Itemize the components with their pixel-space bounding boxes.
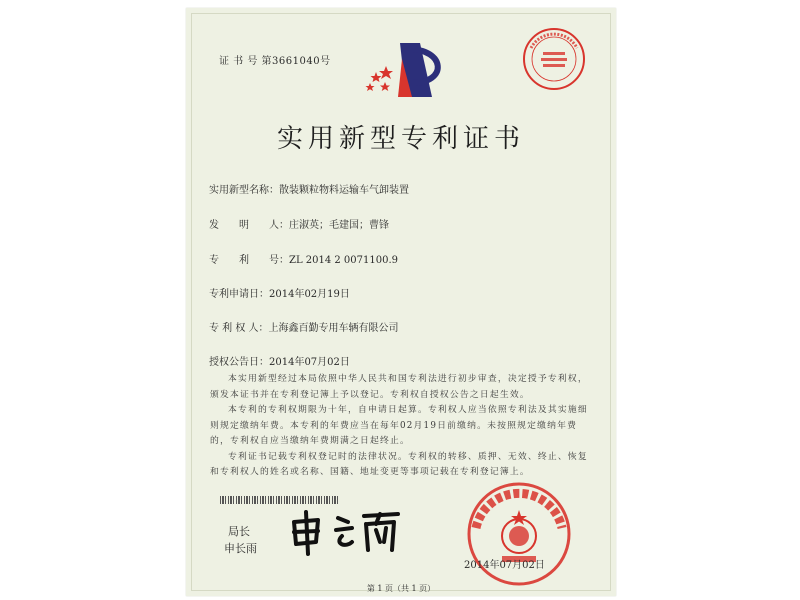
- director-signature: [286, 508, 404, 558]
- field-label: 发 明 人：: [209, 220, 289, 231]
- field-grant-date: [209, 353, 350, 368]
- certificate-title: 实用新型专利证书: [276, 124, 525, 154]
- director-title: 局长: [228, 525, 250, 538]
- field-utility-model-name: [209, 181, 409, 196]
- top-seal-stamp: [521, 26, 587, 92]
- field-patentee: [209, 319, 399, 334]
- official-seal-stamp: [456, 476, 582, 588]
- field-inventor: [209, 216, 389, 231]
- body-paragraph: 专利证书记载专利权登记时的法律状况。专利权的转移、质押、无效、终止、恢复和专利权人的姓名或名称、国籍、地址变更等事项记载在专利登记簿上。: [210, 451, 588, 477]
- field-label: 授权公告日：: [209, 357, 269, 368]
- certificate-number: 证 书 号 第3661040号: [219, 56, 331, 67]
- barcode: [220, 496, 340, 504]
- body-paragraph: 本专利的专利权期限为十年，自申请日起算。专利权人应当依照专利法及其实施细则规定缴纳年费。本专利的年费应当在每年02月19日前缴纳。未按照规定缴纳年费的，专利权自应当缴纳年费期满之日起终止。: [210, 405, 588, 446]
- field-value: 庄淑英；毛建国；曹锋: [289, 220, 389, 231]
- field-label: 专 利 权 人：: [209, 323, 269, 334]
- field-value: 散装颗粒物料运输车气卸装置: [279, 185, 409, 196]
- field-application-date: [209, 285, 350, 300]
- grant-date-footer: 2014年07月02日: [464, 560, 545, 571]
- director-name: 申长雨: [224, 542, 257, 555]
- certificate-body: [210, 372, 594, 481]
- body-paragraph: 本实用新型经过本局依照中华人民共和国专利法进行初步审查，决定授予专利权，颁发本证书并在专利登记簿上予以登记。专利权自授权公告之日起生效。: [210, 374, 588, 400]
- field-label: 专 利 号：: [209, 255, 289, 266]
- field-patent-number: [209, 251, 398, 266]
- page-number: 第 1 页（共 1 页）: [366, 584, 436, 593]
- field-label: 专利申请日：: [209, 289, 269, 300]
- field-label: 实用新型名称：: [209, 185, 279, 196]
- field-value: 2014年02月19日: [269, 289, 350, 300]
- field-value: 上海鑫百勤专用车辆有限公司: [268, 323, 399, 334]
- field-value: 2014年07月02日: [269, 357, 350, 368]
- field-value: ZL 2014 2 0071100.9: [289, 255, 399, 266]
- certificate-page: [186, 8, 616, 596]
- patent-office-logo-icon: [362, 39, 452, 101]
